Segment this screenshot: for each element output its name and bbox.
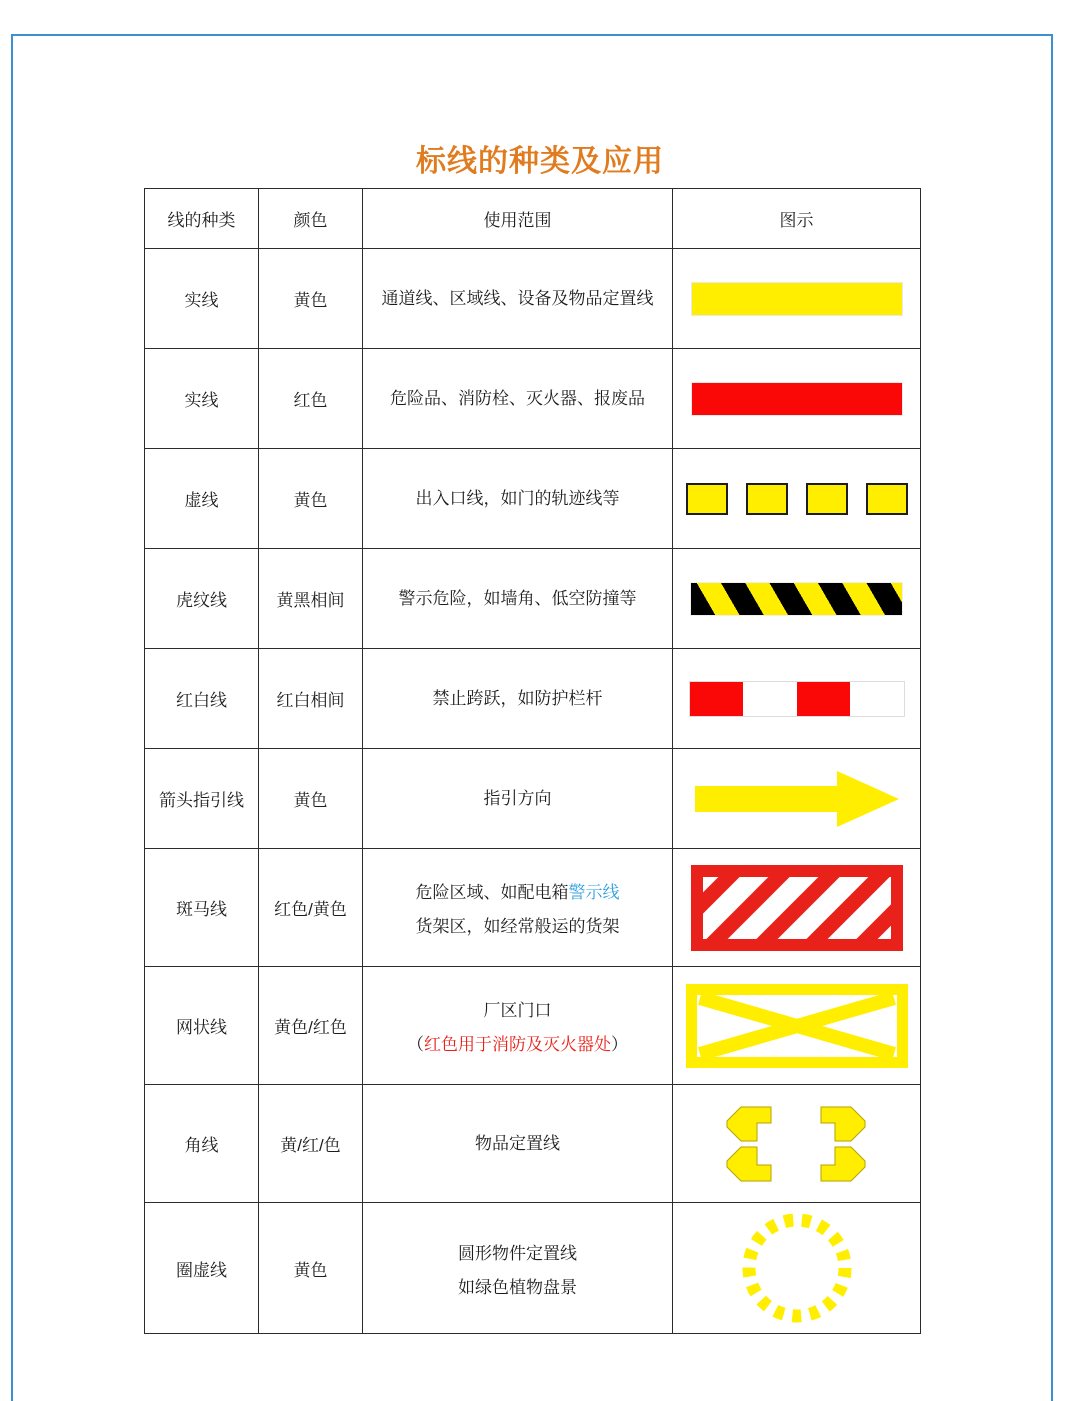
- table-header-row: [145, 189, 921, 249]
- cell-demo: [673, 849, 921, 967]
- cell-kind: 角线: [145, 1085, 259, 1203]
- page-title: 标线的种类及应用: [416, 145, 664, 178]
- cell-color: 红色: [259, 349, 363, 449]
- cell-demo: [673, 649, 921, 749]
- cell-kind: 红白线: [145, 649, 259, 749]
- usage-highlight-blue: 警示线: [568, 883, 620, 902]
- cell-kind: 箭头指引线: [145, 749, 259, 849]
- cell-demo: [673, 1203, 921, 1334]
- cell-demo: [673, 449, 921, 549]
- cell-usage: [363, 967, 673, 1085]
- yellow-dashed-circle-icon: [734, 1205, 860, 1331]
- cell-kind: 圈虚线: [145, 1203, 259, 1334]
- cell-color: 黄色: [259, 449, 363, 549]
- table-row: [145, 649, 921, 749]
- cell-usage: 指引方向: [363, 749, 673, 849]
- usage-text-part: 危险区域、如配电箱: [415, 883, 569, 902]
- table-row: [145, 1085, 921, 1203]
- cell-usage: 通道线、区域线、设备及物品定置线: [363, 249, 673, 349]
- table-row: [145, 349, 921, 449]
- cell-usage: [363, 1203, 673, 1334]
- table-row: [145, 549, 921, 649]
- cell-color: 黄色/红色: [259, 967, 363, 1085]
- cell-color: 黄黑相间: [259, 549, 363, 649]
- cell-color: 黄色: [259, 249, 363, 349]
- usage-text-line1: 圆形物件定置线: [458, 1243, 577, 1263]
- table-row: [145, 749, 921, 849]
- cell-kind: 虎纹线: [145, 549, 259, 649]
- red-white-blocks-icon: [689, 681, 905, 717]
- usage-paren-close: ）: [611, 1035, 628, 1054]
- usage-text-line1: 厂区门口: [483, 1001, 552, 1020]
- yellow-cross-rectangle-icon: [686, 984, 908, 1068]
- cell-demo: [673, 967, 921, 1085]
- cell-color: 黄色: [259, 749, 363, 849]
- marking-lines-table: [144, 188, 921, 1334]
- cell-kind: 实线: [145, 349, 259, 449]
- cell-demo: [673, 749, 921, 849]
- red-hatched-rectangle-icon: [691, 865, 903, 951]
- cell-color: 黄/红/色: [259, 1085, 363, 1203]
- cell-usage: 禁止跨跃，如防护栏杆: [363, 649, 673, 749]
- cell-kind: 实线: [145, 249, 259, 349]
- usage-text-line2: 如绿色植物盘景: [458, 1277, 577, 1297]
- cell-usage: 出入口线，如门的轨迹线等: [363, 449, 673, 549]
- cell-color: 黄色: [259, 1203, 363, 1334]
- cell-kind: 虚线: [145, 449, 259, 549]
- yellow-arrow-right-icon: [687, 768, 907, 830]
- cell-usage: [363, 849, 673, 967]
- tiger-stripe-band-icon: [690, 582, 903, 616]
- table-row: [145, 967, 921, 1085]
- cell-usage: 警示危险，如墙角、低空防撞等: [363, 549, 673, 649]
- cell-color: 红白相间: [259, 649, 363, 749]
- cell-kind: 网状线: [145, 967, 259, 1085]
- cell-demo: [673, 549, 921, 649]
- table-row: [145, 449, 921, 549]
- header-kind: 线的种类: [145, 189, 259, 249]
- usage-paren-open: （: [407, 1035, 424, 1054]
- header-demo: 图示: [673, 189, 921, 249]
- cell-demo: [673, 249, 921, 349]
- cell-kind: 斑马线: [145, 849, 259, 967]
- cell-usage: 危险品、消防栓、灭火器、报废品: [363, 349, 673, 449]
- solid-yellow-bar-icon: [691, 282, 903, 316]
- header-color: 颜色: [259, 189, 363, 249]
- yellow-corner-brackets-icon: [717, 1091, 877, 1197]
- table-row: [145, 1203, 921, 1334]
- usage-highlight-red: 红色用于消防及灭火器处: [424, 1035, 611, 1054]
- cell-demo: [673, 349, 921, 449]
- header-usage: 使用范围: [363, 189, 673, 249]
- table-row: [145, 849, 921, 967]
- solid-red-bar-icon: [691, 382, 903, 416]
- dashed-yellow-blocks-icon: [686, 483, 908, 515]
- cell-demo: [673, 1085, 921, 1203]
- cell-color: 红色/黄色: [259, 849, 363, 967]
- cell-usage: 物品定置线: [363, 1085, 673, 1203]
- usage-text-line2: 货架区，如经常般运的货架: [415, 917, 620, 936]
- table-row: [145, 249, 921, 349]
